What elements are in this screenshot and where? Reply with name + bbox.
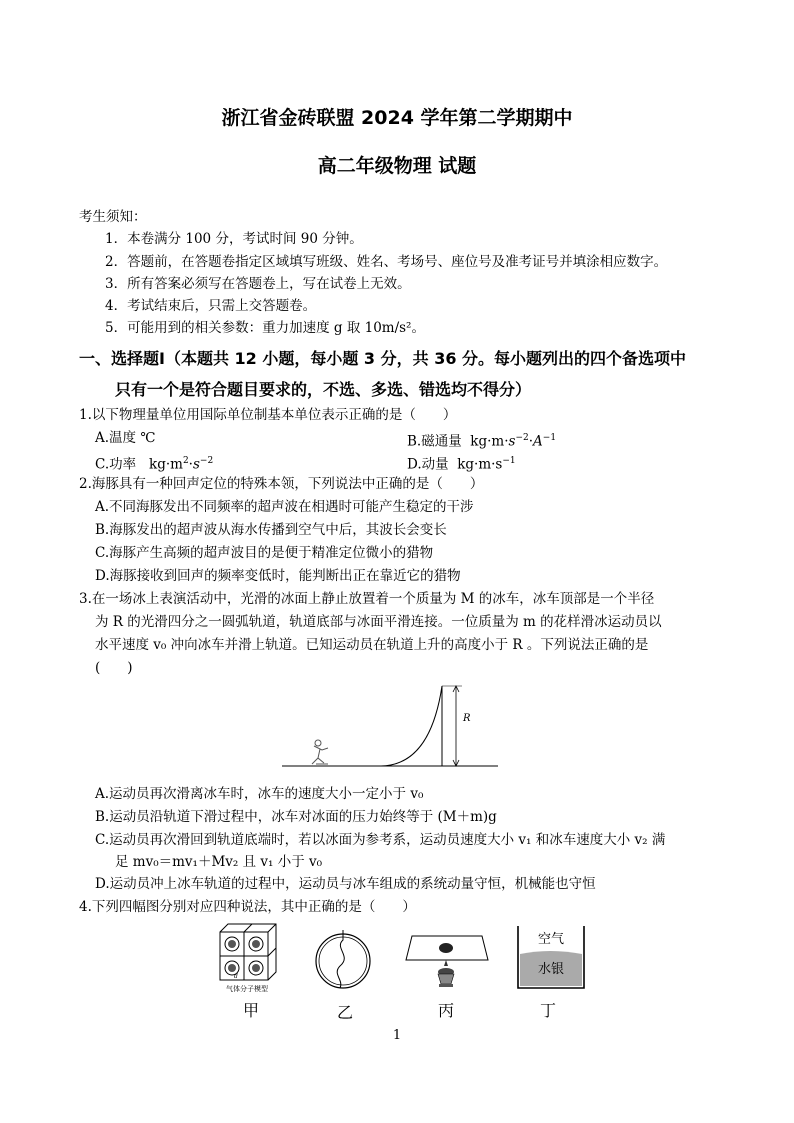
figure-caption: 气体分子模型 bbox=[226, 985, 268, 993]
page-number: 1 bbox=[392, 1028, 402, 1043]
q3-option-a: A.运动员再次滑离冰车时，冰车的速度大小一定小于 v₀ bbox=[95, 786, 424, 802]
figure-label-bing: 丙 bbox=[438, 1001, 455, 1020]
q2-stem: 2.海豚具有一种回声定位的特殊本领，下列说法中正确的是（ ） bbox=[79, 476, 484, 492]
figure-label-jia: 甲 bbox=[243, 1001, 260, 1020]
notice-item: 3．所有答案必须写在答题卷上，写在试卷上无效。 bbox=[105, 276, 411, 292]
quarter-arc-track bbox=[380, 686, 442, 766]
notice-item: 4．考试结束后，只需上交答题卷。 bbox=[105, 298, 317, 314]
q3-option-b: B.运动员沿轨道下滑过程中，冰车对冰面的压力始终等于 (M＋m)g bbox=[95, 809, 497, 825]
q2-option-a: A.不同海豚发出不同频率的超声波在相遇时可能产生稳定的干涉 bbox=[95, 499, 474, 515]
section-heading: 一、选择题Ⅰ（本题共 12 小题，每小题 3 分，共 36 分。每小题列出的四个备选项中 bbox=[79, 349, 687, 368]
figure-label-yi: 乙 bbox=[337, 1003, 354, 1022]
air-mercury-container-figure bbox=[514, 922, 588, 992]
ice-cart-track-figure bbox=[280, 678, 500, 774]
q2-option-b: B.海豚发出的超声波从海水传播到空气中后，其波长会变长 bbox=[95, 522, 447, 538]
notice-item: 2．答题前，在答题卷指定区域填写班级、姓名、考场号、座位号及准考证号并填涂相应数字。 bbox=[105, 254, 668, 270]
q1-option-b: B.磁通量 $kg\cdot m\cdot s^{-2}\cdot A^{-1}$ bbox=[407, 433, 557, 450]
q2-option-c: C.海豚产生高频的超声波目的是便于精准定位微小的猎物 bbox=[95, 545, 434, 561]
notice-item: 1．本卷满分 100 分，考试时间 90 分钟。 bbox=[105, 231, 363, 247]
exam-title: 浙江省金砖联盟 2024 学年第二学期期中 bbox=[221, 107, 573, 129]
q3-option-c: C.运动员再次滑回到轨道底端时，若以冰面为参考系，运动员速度大小 v₁ 和冰车速度大小 v₂ 满 bbox=[95, 832, 666, 848]
svg-text:d: d bbox=[234, 973, 238, 980]
q1-stem: 1.以下物理量单位用国际单位制基本单位表示正确的是（ ） bbox=[79, 407, 457, 423]
q2-option-d: D.海豚接收到回声的频率变低时，能判断出正在靠近它的猎物 bbox=[95, 568, 461, 584]
q3-option-d: D.运动员冲上冰车轨道的过程中，运动员与冰车组成的系统动量守恒，机械能也守恒 bbox=[95, 876, 596, 892]
q1-option-a: A.温度 ℃ bbox=[95, 430, 156, 446]
glass-plate-lamp-figure bbox=[404, 932, 490, 992]
gas-molecule-model-figure bbox=[212, 922, 290, 994]
q1-option-d: D.动量 $kg\cdot m\cdot s^{-1}$ bbox=[407, 456, 516, 473]
skater-icon bbox=[312, 740, 328, 764]
section-heading-cont: 只有一个是符合题目要求的，不选、多选、错选均不得分） bbox=[115, 380, 532, 399]
q3-stem-line: ( ) bbox=[95, 660, 133, 676]
q4-stem: 4.下列四幅图分别对应四种说法，其中正确的是（ ） bbox=[79, 899, 416, 915]
notice-item: 5．可能用到的相关参数：重力加速度 g 取 10m/s²。 bbox=[105, 320, 425, 336]
mercury-label: 水银 bbox=[538, 962, 565, 977]
q1-option-c: C.功率 $kg\cdot m^2\cdot s^{-2}$ bbox=[95, 456, 214, 473]
alcohol-lamp-icon bbox=[438, 960, 454, 987]
q3-stem-line: 水平速度 v₀ 冲向冰车并滑上轨道。已知运动员在轨道上升的高度小于 R 。下列说法正确的是 bbox=[95, 637, 649, 653]
radius-label: R bbox=[463, 713, 471, 724]
q3-stem-line: 为 R 的光滑四分之一圆弧轨道，轨道底部与冰面平滑连接。一位质量为 m 的花样滑冰运动员以 bbox=[95, 614, 662, 630]
notice-heading: 考生须知： bbox=[79, 209, 147, 225]
circle-wave-figure bbox=[310, 928, 376, 994]
q3-option-c-cont: 足 mv₀＝mv₁＋Mv₂ 且 v₁ 小于 v₀ bbox=[115, 854, 323, 870]
air-label: 空气 bbox=[538, 932, 565, 947]
q3-stem-line: 3.在一场冰上表演活动中，光滑的冰面上静止放置着一个质量为 M 的冰车，冰车顶部是一个半径 bbox=[79, 591, 655, 607]
figure-label-ding: 丁 bbox=[540, 1001, 557, 1020]
exam-subtitle: 高二年级物理 试题 bbox=[317, 155, 477, 177]
